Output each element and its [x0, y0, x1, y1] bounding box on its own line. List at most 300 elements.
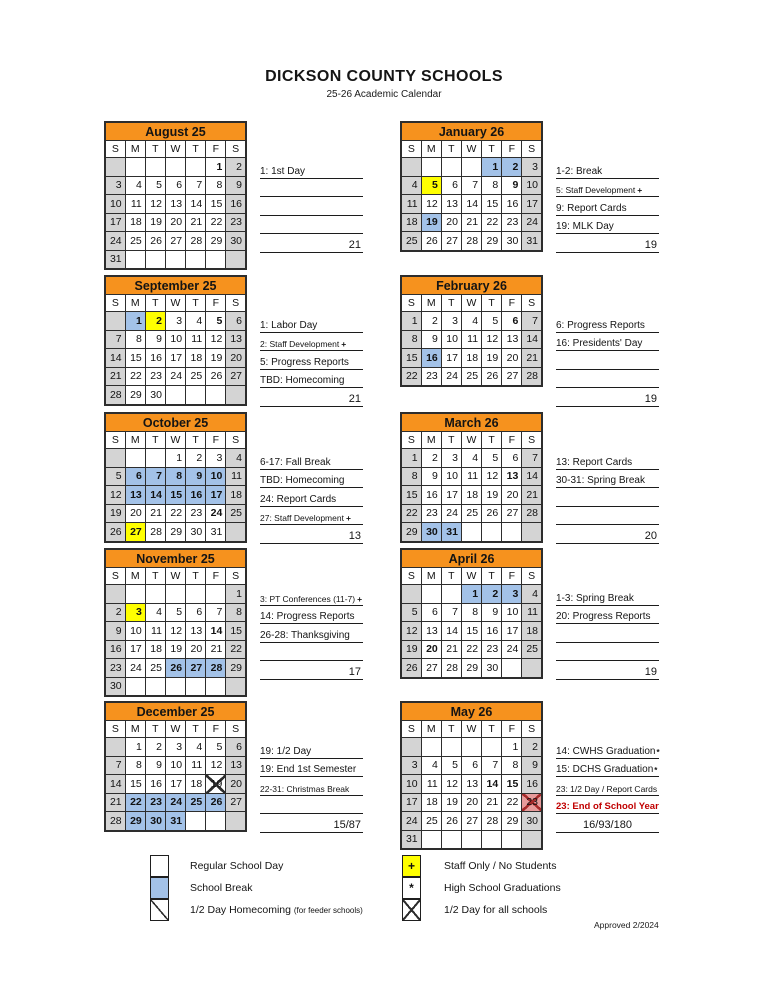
- day-of-week-header: S: [105, 432, 125, 449]
- day-of-week-header: T: [441, 568, 461, 585]
- day-cell: 9: [105, 622, 125, 641]
- legend-school-break-swatch: [150, 877, 169, 899]
- day-cell: [441, 830, 461, 849]
- day-cell: [502, 830, 522, 849]
- day-cell: 30: [502, 232, 522, 251]
- day-of-week-header: F: [502, 721, 522, 738]
- day-cell: 22: [502, 793, 522, 812]
- day-cell: [125, 250, 145, 269]
- day-cell: 30: [145, 812, 165, 831]
- day-cell: 27: [421, 659, 441, 678]
- day-cell: 24: [125, 659, 145, 678]
- day-cell: 2: [186, 449, 206, 468]
- day-cell: 15: [165, 486, 185, 505]
- plus-icon: +: [345, 513, 351, 523]
- day-cell: 16: [502, 195, 522, 214]
- day-cell: [145, 449, 165, 468]
- day-cell: 19: [105, 504, 125, 523]
- day-cell: 28: [441, 659, 461, 678]
- day-of-week-header: S: [401, 721, 421, 738]
- day-cell: 31: [441, 523, 461, 542]
- day-cell: 9: [186, 467, 206, 486]
- day-cell: [125, 158, 145, 177]
- day-cell: 24: [206, 504, 226, 523]
- school-day-count: 19: [556, 661, 659, 680]
- day-cell: [441, 585, 461, 604]
- day-of-week-header: S: [401, 432, 421, 449]
- day-cell: [226, 386, 246, 405]
- day-of-week-header: W: [165, 721, 185, 738]
- note-line: 22-31: Christmas Break: [260, 777, 363, 796]
- day-of-week-header: S: [105, 295, 125, 312]
- day-cell: 18: [421, 793, 441, 812]
- day-cell: 23: [145, 793, 165, 812]
- day-cell: [105, 585, 125, 604]
- day-cell: 13: [461, 775, 481, 794]
- day-of-week-header: T: [482, 568, 502, 585]
- day-cell: 7: [105, 330, 125, 349]
- day-cell: 2: [522, 738, 542, 757]
- day-cell: 25: [401, 232, 421, 251]
- day-cell: [502, 659, 522, 678]
- day-cell: 17: [105, 213, 125, 232]
- day-cell: 14: [105, 349, 125, 368]
- day-cell: 12: [206, 756, 226, 775]
- school-day-count: 15/87: [260, 814, 363, 833]
- day-cell: [206, 677, 226, 696]
- day-cell: 1: [502, 738, 522, 757]
- school-day-count: 19: [556, 234, 659, 253]
- day-of-week-header: F: [206, 568, 226, 585]
- note-line: 13: Report Cards: [556, 451, 659, 470]
- day-cell: 16: [522, 775, 542, 794]
- month-header-september-25: September 25: [105, 276, 246, 295]
- day-cell: 13: [421, 622, 441, 641]
- day-cell: 21: [145, 504, 165, 523]
- day-cell: 9: [502, 176, 522, 195]
- day-of-week-header: F: [502, 295, 522, 312]
- day-of-week-header: M: [125, 141, 145, 158]
- day-cell: 4: [421, 756, 441, 775]
- day-cell: 29: [206, 232, 226, 251]
- day-cell: 31: [105, 250, 125, 269]
- day-cell: 18: [522, 622, 542, 641]
- day-cell: 26: [206, 793, 226, 812]
- day-cell: 28: [206, 659, 226, 678]
- day-cell: [186, 585, 206, 604]
- legend-regular-day-label: Regular School Day: [190, 860, 284, 872]
- day-cell: 3: [206, 449, 226, 468]
- month-table-october-25: [104, 412, 247, 543]
- day-cell: 7: [482, 756, 502, 775]
- day-cell: 23: [145, 367, 165, 386]
- day-cell: 10: [522, 176, 542, 195]
- day-cell: 15: [502, 775, 522, 794]
- day-of-week-header: M: [421, 141, 441, 158]
- day-cell: 27: [125, 523, 145, 542]
- day-cell: 31: [522, 232, 542, 251]
- day-of-week-header: S: [522, 295, 542, 312]
- legend-staff-only-label: Staff Only / No Students: [444, 860, 557, 872]
- day-cell: 10: [105, 195, 125, 214]
- day-cell: [186, 677, 206, 696]
- day-cell: 27: [226, 367, 246, 386]
- day-cell: [186, 158, 206, 177]
- day-cell: 28: [105, 386, 125, 405]
- day-of-week-header: F: [502, 432, 522, 449]
- day-of-week-header: T: [186, 721, 206, 738]
- day-cell: 23: [502, 213, 522, 232]
- day-of-week-header: T: [441, 141, 461, 158]
- legend-staff-only-swatch: [402, 855, 421, 877]
- day-cell: [206, 812, 226, 831]
- day-cell: 2: [421, 312, 441, 331]
- day-cell: 11: [522, 603, 542, 622]
- day-cell: 6: [226, 312, 246, 331]
- note-line: [556, 488, 659, 507]
- page-subtitle: 25-26 Academic Calendar: [326, 89, 442, 100]
- day-cell: 7: [522, 312, 542, 331]
- day-cell: 26: [165, 659, 185, 678]
- month-table-april-26: [400, 548, 543, 679]
- asterisk-icon: *: [409, 881, 414, 895]
- day-cell: 24: [105, 232, 125, 251]
- day-cell: 1: [461, 585, 481, 604]
- day-cell: 11: [125, 195, 145, 214]
- day-of-week-header: F: [206, 295, 226, 312]
- day-cell: 25: [522, 640, 542, 659]
- day-cell: 14: [522, 330, 542, 349]
- day-cell: [401, 585, 421, 604]
- plus-icon: +: [357, 593, 363, 604]
- month-notes-february-26: [556, 314, 659, 407]
- school-day-count: 16/93/180: [556, 814, 659, 833]
- note-line: [556, 643, 659, 662]
- school-day-count: 20: [556, 525, 659, 544]
- day-cell: 1: [482, 158, 502, 177]
- day-cell: 22: [401, 367, 421, 386]
- day-cell: [226, 250, 246, 269]
- day-cell: 8: [206, 176, 226, 195]
- day-cell: 3: [441, 449, 461, 468]
- day-of-week-header: M: [421, 568, 441, 585]
- day-cell: 13: [502, 467, 522, 486]
- day-cell: 12: [206, 330, 226, 349]
- day-cell: [441, 158, 461, 177]
- day-cell: 31: [206, 523, 226, 542]
- day-cell: 17: [206, 486, 226, 505]
- day-cell: 5: [206, 312, 226, 331]
- day-cell: [165, 250, 185, 269]
- day-of-week-header: T: [441, 721, 461, 738]
- day-cell: 9: [145, 330, 165, 349]
- day-cell: 1: [125, 312, 145, 331]
- day-cell: 13: [125, 486, 145, 505]
- day-cell: 16: [145, 349, 165, 368]
- day-cell: 23: [186, 504, 206, 523]
- day-cell: 19: [441, 793, 461, 812]
- day-cell: 23: [522, 793, 542, 812]
- day-cell: [105, 449, 125, 468]
- day-cell: 19: [421, 213, 441, 232]
- day-cell: 1: [125, 738, 145, 757]
- day-cell: 23: [421, 367, 441, 386]
- day-cell: 29: [125, 386, 145, 405]
- day-cell: 15: [226, 622, 246, 641]
- day-cell: 25: [186, 367, 206, 386]
- day-of-week-header: S: [226, 568, 246, 585]
- day-cell: 10: [165, 330, 185, 349]
- day-cell: [206, 585, 226, 604]
- day-cell: [421, 830, 441, 849]
- day-cell: 17: [125, 640, 145, 659]
- day-cell: 25: [421, 812, 441, 831]
- day-of-week-header: W: [165, 141, 185, 158]
- day-cell: 30: [522, 812, 542, 831]
- day-cell: 27: [226, 793, 246, 812]
- day-cell: 6: [421, 603, 441, 622]
- day-cell: [165, 158, 185, 177]
- day-cell: 28: [522, 367, 542, 386]
- day-cell: 2: [482, 585, 502, 604]
- day-of-week-header: S: [226, 141, 246, 158]
- plus-icon: +: [341, 339, 347, 349]
- day-cell: 28: [482, 812, 502, 831]
- day-cell: 28: [522, 504, 542, 523]
- note-line: 19: 1/2 Day: [260, 740, 363, 759]
- day-cell: 20: [421, 640, 441, 659]
- day-cell: 6: [186, 603, 206, 622]
- day-cell: 12: [441, 775, 461, 794]
- day-cell: 13: [226, 756, 246, 775]
- month-table-november-25: [104, 548, 247, 697]
- note-line: 15: DCHS Graduation *: [556, 759, 659, 778]
- day-cell: 4: [186, 312, 206, 331]
- day-cell: 21: [522, 349, 542, 368]
- day-cell: 14: [186, 195, 206, 214]
- day-cell: 5: [441, 756, 461, 775]
- day-cell: 18: [186, 349, 206, 368]
- day-cell: 20: [186, 640, 206, 659]
- day-of-week-header: T: [186, 295, 206, 312]
- day-cell: 19: [206, 349, 226, 368]
- day-cell: 21: [105, 367, 125, 386]
- note-line: 1-2: Break: [556, 160, 659, 179]
- day-cell: 28: [186, 232, 206, 251]
- month-notes-april-26: [556, 587, 659, 680]
- day-cell: 11: [401, 195, 421, 214]
- day-cell: 5: [206, 738, 226, 757]
- month-header-march-26: March 26: [401, 413, 542, 432]
- day-of-week-header: M: [421, 432, 441, 449]
- day-cell: 29: [482, 232, 502, 251]
- school-day-count: 17: [260, 661, 363, 680]
- day-cell: 8: [226, 603, 246, 622]
- day-of-week-header: T: [145, 141, 165, 158]
- note-line: TBD: Homecoming: [260, 370, 363, 389]
- day-cell: 30: [421, 523, 441, 542]
- day-cell: 3: [401, 756, 421, 775]
- day-cell: 19: [145, 213, 165, 232]
- day-cell: 15: [401, 486, 421, 505]
- day-cell: 22: [401, 504, 421, 523]
- day-cell: 6: [441, 176, 461, 195]
- day-cell: [502, 523, 522, 542]
- day-cell: [145, 677, 165, 696]
- month-notes-october-25: [260, 451, 363, 544]
- day-of-week-header: W: [461, 721, 481, 738]
- day-cell: 14: [482, 775, 502, 794]
- day-cell: 8: [461, 603, 481, 622]
- month-header-february-26: February 26: [401, 276, 542, 295]
- day-cell: 2: [226, 158, 246, 177]
- day-of-week-header: S: [401, 295, 421, 312]
- school-day-count: 21: [260, 388, 363, 407]
- day-cell: [421, 158, 441, 177]
- day-cell: 13: [165, 195, 185, 214]
- day-cell: 11: [226, 467, 246, 486]
- note-line: 14: Progress Reports: [260, 606, 363, 625]
- note-line: [260, 179, 363, 198]
- day-cell: 21: [186, 213, 206, 232]
- day-cell: 6: [502, 312, 522, 331]
- note-line: 6: Progress Reports: [556, 314, 659, 333]
- day-cell: 10: [441, 467, 461, 486]
- legend-half-day-homecoming-label: 1/2 Day Homecoming (for feeder schools): [190, 904, 363, 916]
- day-cell: 11: [145, 622, 165, 641]
- day-cell: [421, 585, 441, 604]
- month-notes-august-25: [260, 160, 363, 253]
- day-cell: 21: [482, 793, 502, 812]
- note-line: 1: 1st Day: [260, 160, 363, 179]
- day-cell: 15: [125, 775, 145, 794]
- day-cell: 25: [461, 367, 481, 386]
- month-notes-september-25: [260, 314, 363, 407]
- note-line: 26-28: Thanksgiving: [260, 624, 363, 643]
- day-cell: 12: [482, 467, 502, 486]
- day-cell: 18: [226, 486, 246, 505]
- month-table-may-26: [400, 701, 543, 850]
- month-notes-january-26: [556, 160, 659, 253]
- month-table-august-25: [104, 121, 247, 270]
- note-line: [260, 216, 363, 235]
- day-cell: 5: [105, 467, 125, 486]
- day-cell: 21: [105, 793, 125, 812]
- day-cell: [145, 158, 165, 177]
- day-cell: 13: [186, 622, 206, 641]
- day-cell: 22: [206, 213, 226, 232]
- day-cell: [226, 677, 246, 696]
- day-cell: 13: [226, 330, 246, 349]
- note-line: 14: CWHS Graduation *: [556, 740, 659, 759]
- day-cell: 3: [125, 603, 145, 622]
- day-cell: 10: [441, 330, 461, 349]
- day-of-week-header: W: [461, 295, 481, 312]
- day-cell: 8: [482, 176, 502, 195]
- day-cell: 1: [226, 585, 246, 604]
- day-of-week-header: W: [165, 432, 185, 449]
- day-of-week-header: M: [125, 295, 145, 312]
- day-of-week-header: T: [186, 568, 206, 585]
- day-of-week-header: M: [125, 432, 145, 449]
- month-notes-may-26: [556, 740, 659, 833]
- day-cell: [482, 738, 502, 757]
- note-line: 30-31: Spring Break: [556, 470, 659, 489]
- day-cell: 26: [441, 812, 461, 831]
- approved-note: Approved 2/2024: [594, 920, 659, 930]
- day-cell: 5: [482, 449, 502, 468]
- day-of-week-header: S: [226, 432, 246, 449]
- day-of-week-header: T: [482, 295, 502, 312]
- day-cell: 12: [145, 195, 165, 214]
- month-header-november-25: November 25: [105, 549, 246, 568]
- day-cell: 26: [401, 659, 421, 678]
- day-of-week-header: W: [461, 432, 481, 449]
- day-cell: 4: [401, 176, 421, 195]
- day-cell: 14: [441, 622, 461, 641]
- day-cell: 11: [461, 467, 481, 486]
- day-of-week-header: T: [186, 141, 206, 158]
- school-day-count: 21: [260, 234, 363, 253]
- day-cell: 8: [401, 467, 421, 486]
- note-line: 27: Staff Development +: [260, 507, 363, 526]
- day-cell: [206, 386, 226, 405]
- month-table-january-26: [400, 121, 543, 252]
- day-cell: 14: [522, 467, 542, 486]
- day-of-week-header: S: [522, 141, 542, 158]
- day-cell: 16: [421, 486, 441, 505]
- day-cell: 24: [165, 793, 185, 812]
- day-cell: 28: [105, 812, 125, 831]
- day-cell: [461, 523, 481, 542]
- month-header-january-26: January 26: [401, 122, 542, 141]
- day-cell: [165, 386, 185, 405]
- day-cell: 8: [125, 756, 145, 775]
- day-cell: 17: [441, 349, 461, 368]
- day-of-week-header: F: [502, 141, 522, 158]
- day-of-week-header: M: [421, 295, 441, 312]
- day-cell: 7: [105, 756, 125, 775]
- day-cell: 18: [461, 486, 481, 505]
- day-cell: 4: [461, 449, 481, 468]
- day-of-week-header: S: [522, 721, 542, 738]
- note-line: 24: Report Cards: [260, 488, 363, 507]
- day-cell: 19: [482, 486, 502, 505]
- day-cell: 12: [482, 330, 502, 349]
- legend-regular-day-swatch: [150, 855, 169, 877]
- day-cell: 4: [186, 738, 206, 757]
- legend-graduation-label: High School Graduations: [444, 882, 561, 894]
- note-line: [556, 370, 659, 389]
- day-cell: 22: [125, 367, 145, 386]
- day-cell: 26: [105, 523, 125, 542]
- legend-half-day-all-label: 1/2 Day for all schools: [444, 904, 548, 916]
- legend-graduation-swatch: [402, 877, 421, 899]
- day-of-week-header: T: [441, 295, 461, 312]
- note-line: [556, 351, 659, 370]
- plus-icon: +: [637, 185, 643, 195]
- day-cell: [461, 830, 481, 849]
- day-cell: 11: [421, 775, 441, 794]
- day-cell: 19: [165, 640, 185, 659]
- day-cell: 3: [165, 738, 185, 757]
- day-cell: 1: [401, 449, 421, 468]
- day-cell: 2: [105, 603, 125, 622]
- day-cell: [226, 812, 246, 831]
- day-cell: [461, 738, 481, 757]
- note-line: [260, 796, 363, 815]
- note-line: [556, 507, 659, 526]
